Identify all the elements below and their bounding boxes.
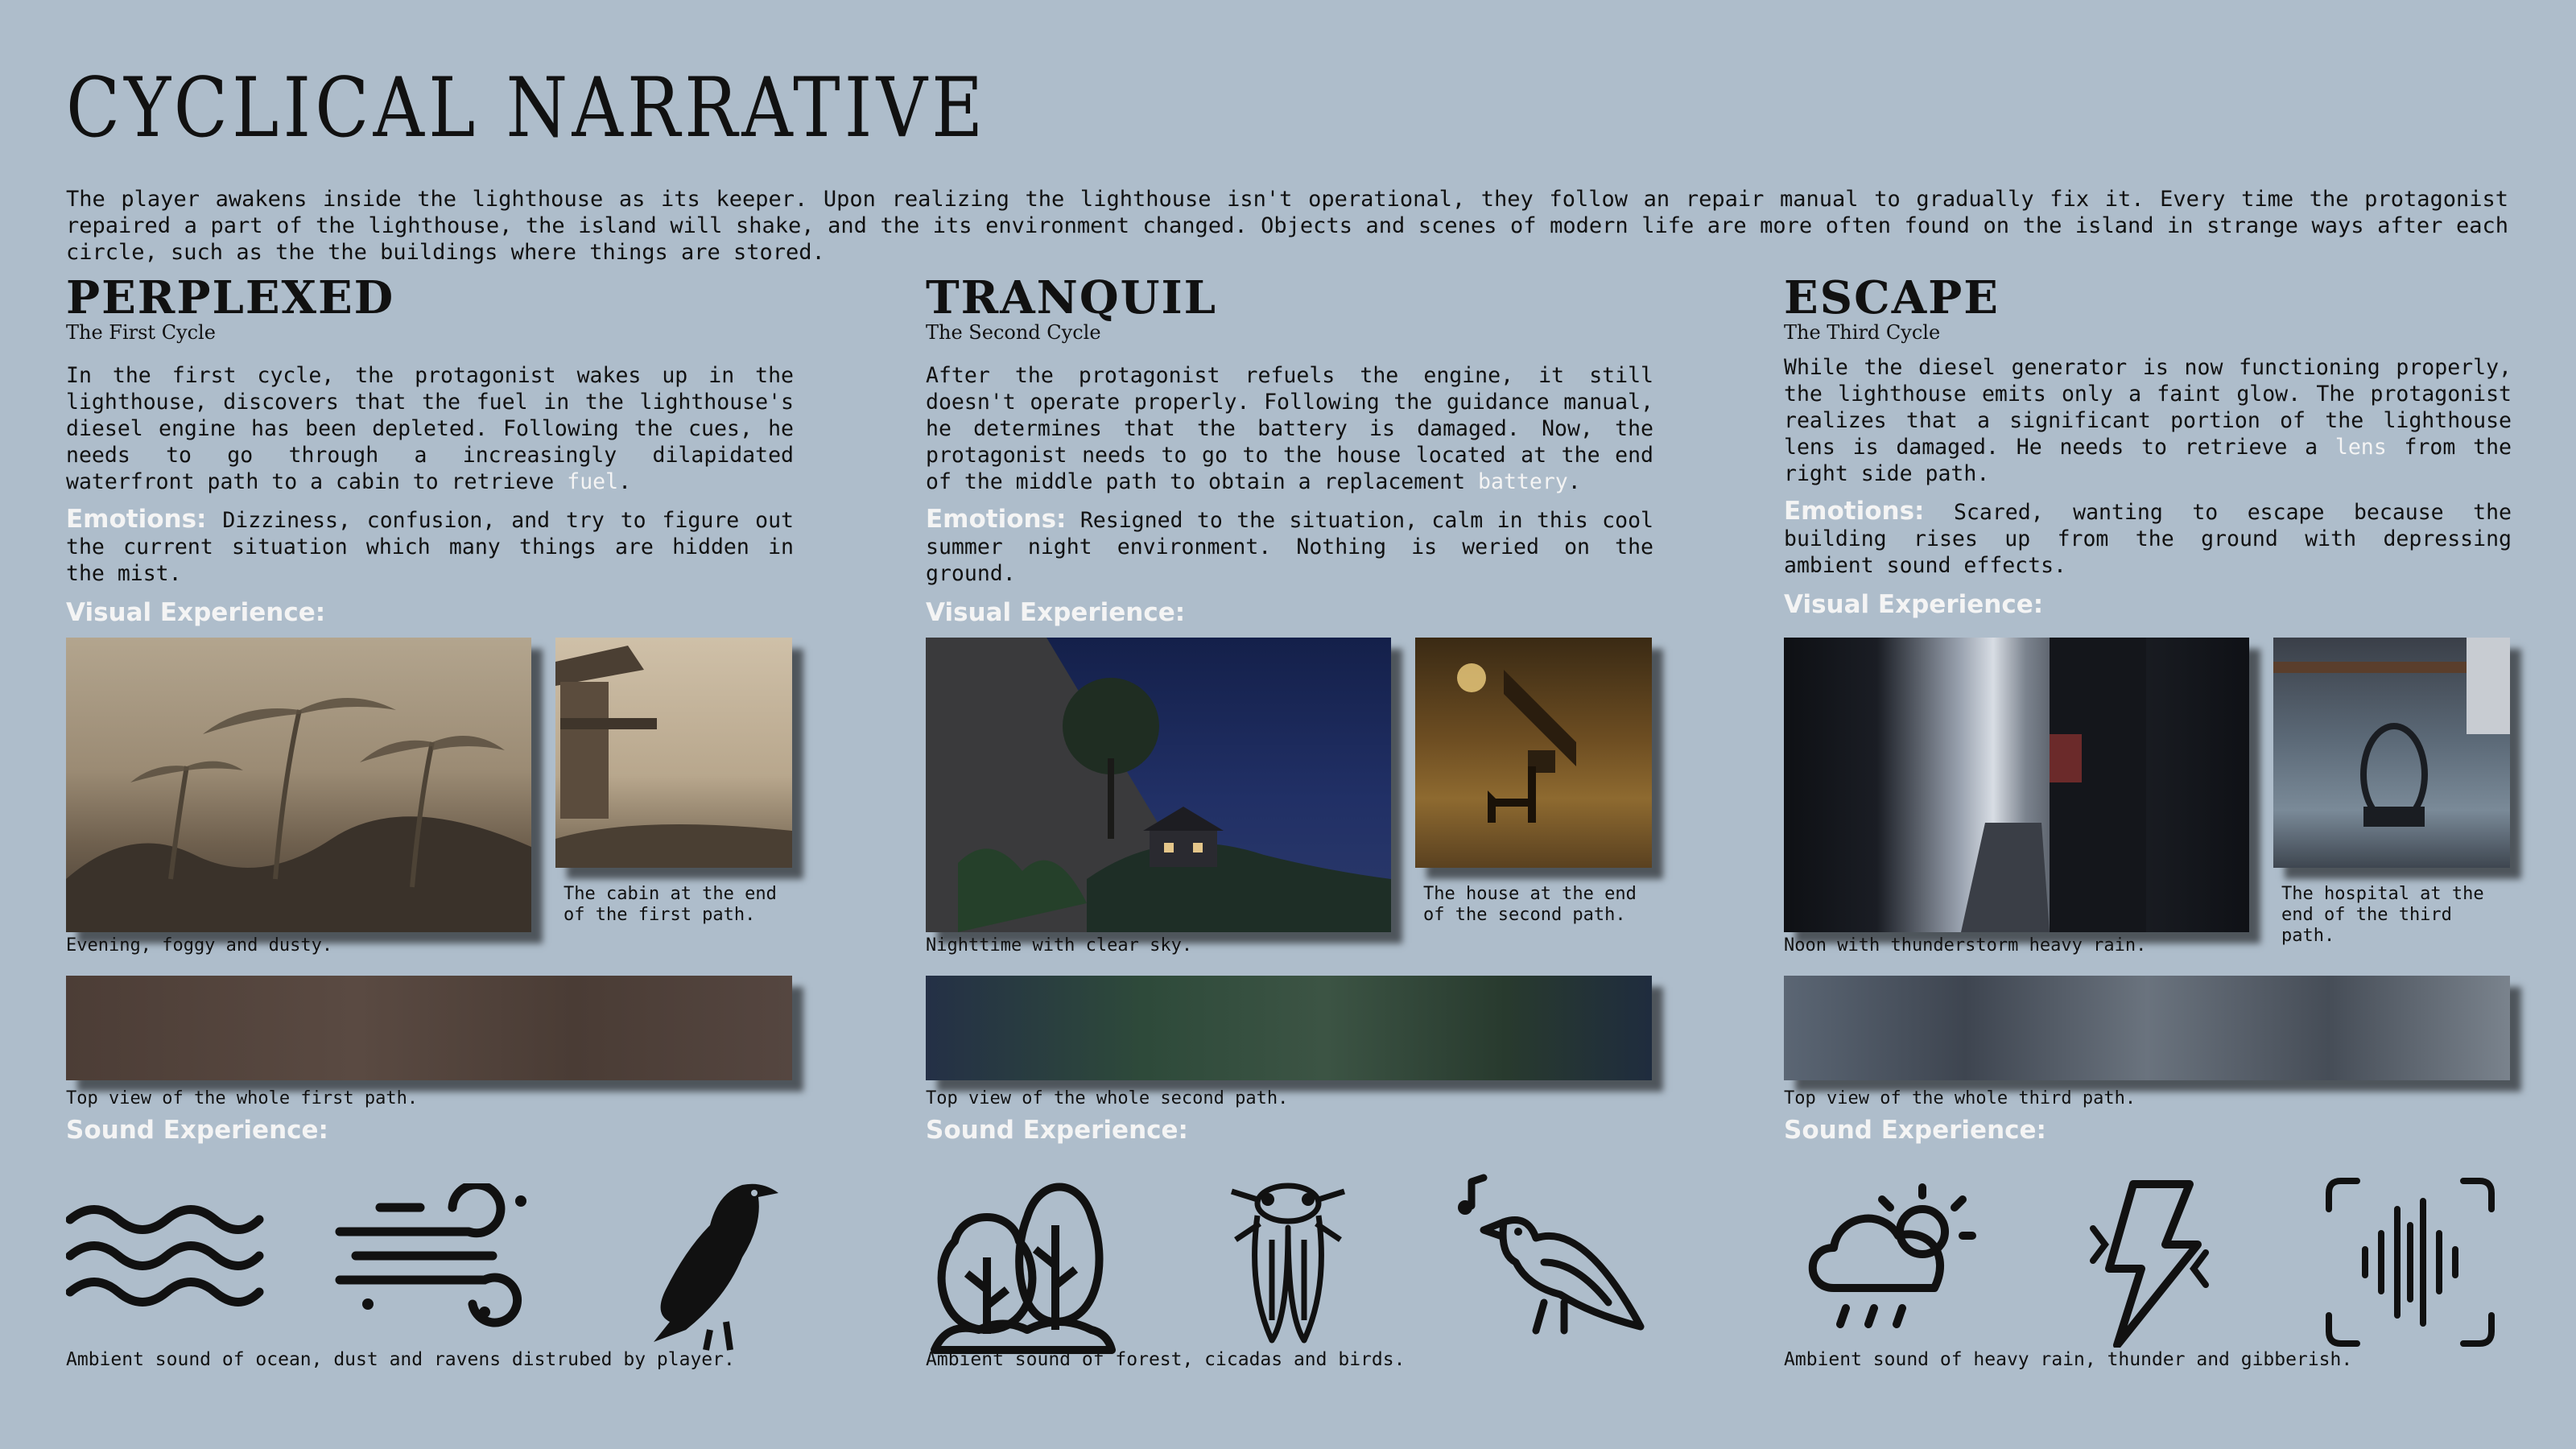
- cycle-subtitle: The Second Cycle: [926, 321, 1101, 344]
- rainy-alley-photo: [1784, 638, 2249, 932]
- thunder-icon: [2085, 1180, 2214, 1348]
- top-view-photo: [926, 976, 1652, 1080]
- key-item-lens: lens: [2334, 435, 2387, 460]
- night-hill-photo: [926, 638, 1391, 932]
- top-view-photo: [66, 976, 792, 1080]
- cycle-emotions: Emotions: Scared, wanting to escape because the building rises up from the ground with depressing ambient sound effects.: [1784, 497, 2512, 578]
- caption-side-photo: The house at the end of the second path.: [1423, 884, 1637, 925]
- caption-top-view: Top view of the whole second path.: [926, 1088, 1289, 1108]
- cycle-heading: PERPLEXED: [66, 271, 395, 324]
- sound-caption: Ambient sound of ocean, dust and ravens distrubed by player.: [66, 1349, 735, 1370]
- key-item-battery: battery: [1478, 469, 1568, 494]
- caption-side-photo: The hospital at the end of the third path.: [2281, 884, 2484, 946]
- caption-main-photo: Evening, foggy and dusty.: [66, 935, 333, 956]
- sound-experience-heading: Sound Experience:: [926, 1116, 1188, 1145]
- cycle-column-first: [66, 271, 794, 1370]
- cycle-description: While the diesel generator is now functioning properly, the lighthouse emits only a faint glow. The protagonist realizes that a significant portion of the lighthouse lens is damaged. He needs to retrieve a lens from the right side path.: [1784, 355, 2512, 486]
- singing-bird-icon: [1455, 1174, 1657, 1335]
- cycle-subtitle: The Third Cycle: [1784, 321, 1941, 344]
- house-interior-photo: [1415, 638, 1652, 868]
- sound-caption: Ambient sound of heavy rain, thunder and gibberish.: [1784, 1349, 2353, 1370]
- caption-main-photo: Noon with thunderstorm heavy rain.: [1784, 935, 2147, 956]
- cycle-column-second: [926, 271, 1653, 1370]
- caption-side-photo: The cabin at the end of the first path.: [564, 884, 777, 925]
- intro-paragraph: The player awakens inside the lighthouse as its keeper. Upon realizing the lighthouse isn't operational, they follow an repair manual to gradually fix it. Every time the protagonist repaired a part of the lighthouse, the island will shake, and the its environment changed. Objects and scenes of modern life are more often found on the island in strange ways after each circle, such as the the buildings where things are stored.: [66, 187, 2508, 265]
- visual-experience-heading: Visual Experience:: [1784, 590, 2044, 619]
- forest-icon: [931, 1169, 1116, 1356]
- key-item-fuel: fuel: [567, 469, 619, 494]
- raven-icon: [621, 1169, 782, 1354]
- page-title: CYCLICAL NARRATIVE: [66, 60, 988, 156]
- visual-experience-heading: Visual Experience:: [926, 598, 1186, 627]
- cycle-heading: ESCAPE: [1784, 271, 2000, 324]
- cycle-column-third: [1784, 271, 2512, 1370]
- cycle-emotions: Emotions: Dizziness, confusion, and try to figure out the current situation which many things are hidden in the mist.: [66, 505, 794, 586]
- hospital-photo: [2273, 638, 2510, 868]
- sound-caption: Ambient sound of forest, cicadas and birds.: [926, 1349, 1406, 1370]
- cycle-description: After the protagonist refuels the engine, it still doesn't operate properly. Following the guidance manual, he determines that the battery is damaged. Now, the protagonist needs to go to the house located at the end of the middle path to obtain a replacement battery.: [926, 363, 1653, 494]
- rain-cloud-icon: [1802, 1183, 1979, 1344]
- waves-icon: [66, 1199, 264, 1312]
- voice-wave-icon: [2325, 1177, 2496, 1348]
- cicada-icon: [1224, 1167, 1352, 1352]
- visual-experience-heading: Visual Experience:: [66, 598, 326, 627]
- cycle-description: In the first cycle, the protagonist wakes up in the lighthouse, discovers that the fuel in the lighthouse's diesel engine has been depleted. Following the cues, he needs to go through a increasingly dilapidated waterfront path to a cabin to retrieve fuel.: [66, 363, 794, 494]
- wind-icon: [332, 1183, 533, 1328]
- cycle-heading: TRANQUIL: [926, 271, 1218, 324]
- caption-top-view: Top view of the whole third path.: [1784, 1088, 2136, 1108]
- foggy-forest-photo: [66, 638, 531, 932]
- cabin-photo: [555, 638, 792, 868]
- top-view-photo: [1784, 976, 2510, 1080]
- caption-main-photo: Nighttime with clear sky.: [926, 935, 1193, 956]
- cycle-emotions: Emotions: Resigned to the situation, calm in this cool summer night environment. Nothing is weried on the ground.: [926, 505, 1653, 586]
- sound-experience-heading: Sound Experience:: [66, 1116, 328, 1145]
- cycle-subtitle: The First Cycle: [66, 321, 216, 344]
- caption-top-view: Top view of the whole first path.: [66, 1088, 419, 1108]
- sound-experience-heading: Sound Experience:: [1784, 1116, 2046, 1145]
